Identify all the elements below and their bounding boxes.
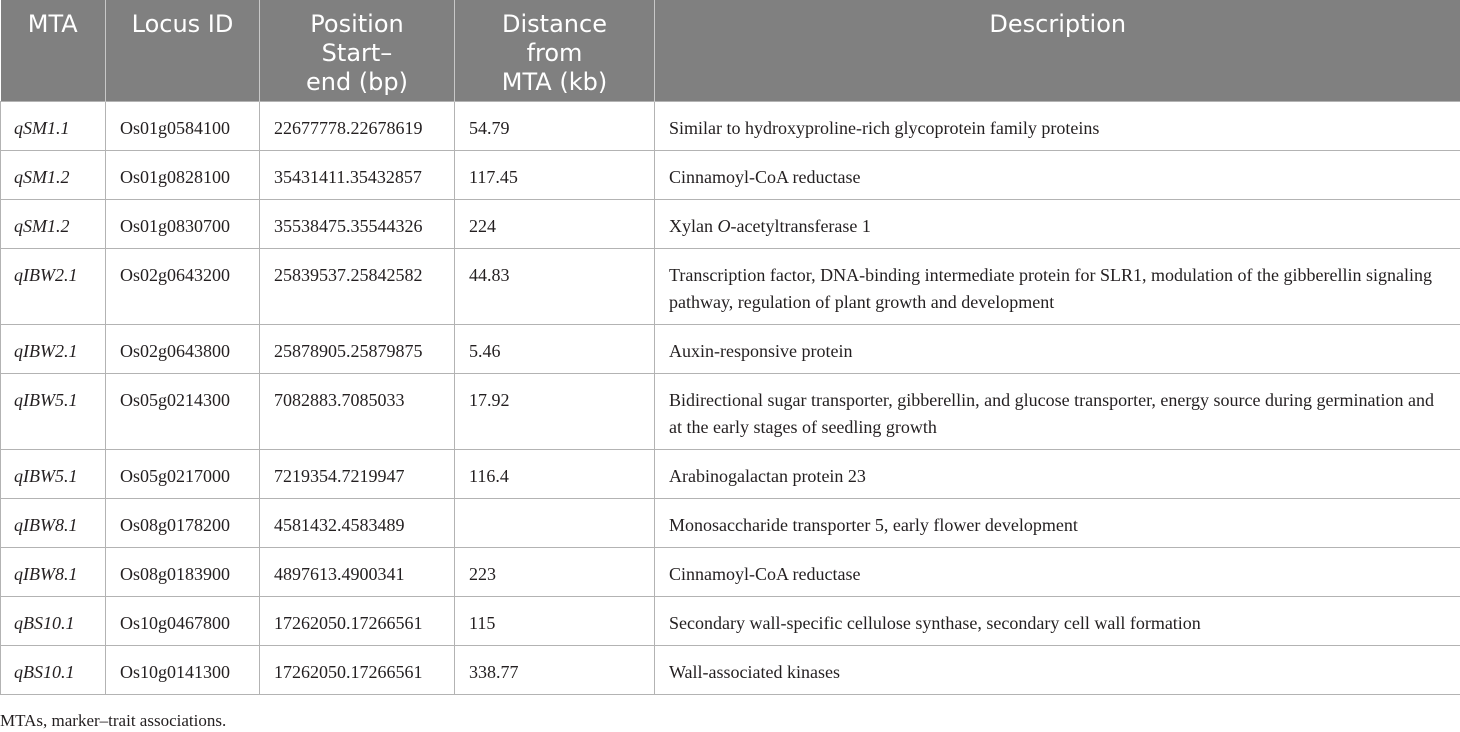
cell-mta: qIBW5.1: [1, 373, 106, 449]
table-row: [1, 248, 1460, 324]
table-header-row: [1, 0, 1460, 101]
cell-distance: 117.45: [455, 150, 655, 199]
cell-position: 35431411.35432857: [260, 150, 455, 199]
cell-locus-id: Os01g0584100: [106, 101, 260, 150]
table-row: [1, 101, 1460, 150]
cell-locus-id: Os02g0643800: [106, 324, 260, 373]
cell-description: Cinnamoyl-CoA reductase: [655, 150, 1460, 199]
table-row: [1, 596, 1460, 645]
header-position: Position Start– end (bp): [260, 0, 455, 101]
table-row: [1, 373, 1460, 449]
cell-locus-id: Os01g0828100: [106, 150, 260, 199]
cell-description: Xylan O-acetyltransferase 1: [655, 199, 1460, 248]
cell-distance: 224: [455, 199, 655, 248]
cell-description: Cinnamoyl-CoA reductase: [655, 547, 1460, 596]
cell-position: 7082883.7085033: [260, 373, 455, 449]
table-row: [1, 547, 1460, 596]
cell-description: Monosaccharide transporter 5, early flower development: [655, 498, 1460, 547]
cell-locus-id: Os05g0214300: [106, 373, 260, 449]
cell-locus-id: Os08g0183900: [106, 547, 260, 596]
cell-distance: 115: [455, 596, 655, 645]
cell-mta: qIBW5.1: [1, 449, 106, 498]
table-row: [1, 498, 1460, 547]
header-description: Description: [655, 0, 1460, 101]
table-row: [1, 324, 1460, 373]
cell-locus-id: Os10g0141300: [106, 645, 260, 694]
header-mta: MTA: [1, 0, 106, 101]
cell-distance: 223: [455, 547, 655, 596]
cell-position: 4897613.4900341: [260, 547, 455, 596]
cell-description: Secondary wall-specific cellulose synthase, secondary cell wall formation: [655, 596, 1460, 645]
cell-distance: 5.46: [455, 324, 655, 373]
cell-locus-id: Os10g0467800: [106, 596, 260, 645]
cell-locus-id: Os01g0830700: [106, 199, 260, 248]
cell-position: 7219354.7219947: [260, 449, 455, 498]
cell-description: Transcription factor, DNA-binding intermediate protein for SLR1, modulation of the gibberellin signaling pathway, regulation of plant growth and development: [655, 248, 1460, 324]
cell-mta: qSM1.2: [1, 199, 106, 248]
cell-description: Arabinogalactan protein 23: [655, 449, 1460, 498]
cell-description: Auxin-responsive protein: [655, 324, 1460, 373]
cell-distance: 44.83: [455, 248, 655, 324]
cell-position: 17262050.17266561: [260, 596, 455, 645]
header-locus-id: Locus ID: [106, 0, 260, 101]
cell-position: 4581432.4583489: [260, 498, 455, 547]
cell-position: 25878905.25879875: [260, 324, 455, 373]
table-row: [1, 150, 1460, 199]
cell-position: 35538475.35544326: [260, 199, 455, 248]
cell-locus-id: Os02g0643200: [106, 248, 260, 324]
cell-mta: qSM1.1: [1, 101, 106, 150]
cell-mta: qBS10.1: [1, 645, 106, 694]
cell-position: 17262050.17266561: [260, 645, 455, 694]
table-row: [1, 199, 1460, 248]
table-footnote: MTAs, marker–trait associations.: [0, 711, 227, 730]
cell-mta: qSM1.2: [1, 150, 106, 199]
table-row: [1, 645, 1460, 694]
cell-distance: 116.4: [455, 449, 655, 498]
cell-mta: qBS10.1: [1, 596, 106, 645]
table-row: [1, 449, 1460, 498]
cell-description: Bidirectional sugar transporter, gibberellin, and glucose transporter, energy source during germination and at the early stages of seedling growth: [655, 373, 1460, 449]
cell-mta: qIBW2.1: [1, 324, 106, 373]
cell-mta: qIBW8.1: [1, 498, 106, 547]
header-distance: Distance from MTA (kb): [455, 0, 655, 101]
cell-distance: 54.79: [455, 101, 655, 150]
cell-locus-id: Os08g0178200: [106, 498, 260, 547]
cell-description: Wall-associated kinases: [655, 645, 1460, 694]
cell-description: Similar to hydroxyproline-rich glycoprotein family proteins: [655, 101, 1460, 150]
cell-distance: [455, 498, 655, 547]
cell-mta: qIBW8.1: [1, 547, 106, 596]
cell-position: 25839537.25842582: [260, 248, 455, 324]
cell-mta: qIBW2.1: [1, 248, 106, 324]
cell-position: 22677778.22678619: [260, 101, 455, 150]
cell-distance: 17.92: [455, 373, 655, 449]
cell-locus-id: Os05g0217000: [106, 449, 260, 498]
cell-distance: 338.77: [455, 645, 655, 694]
